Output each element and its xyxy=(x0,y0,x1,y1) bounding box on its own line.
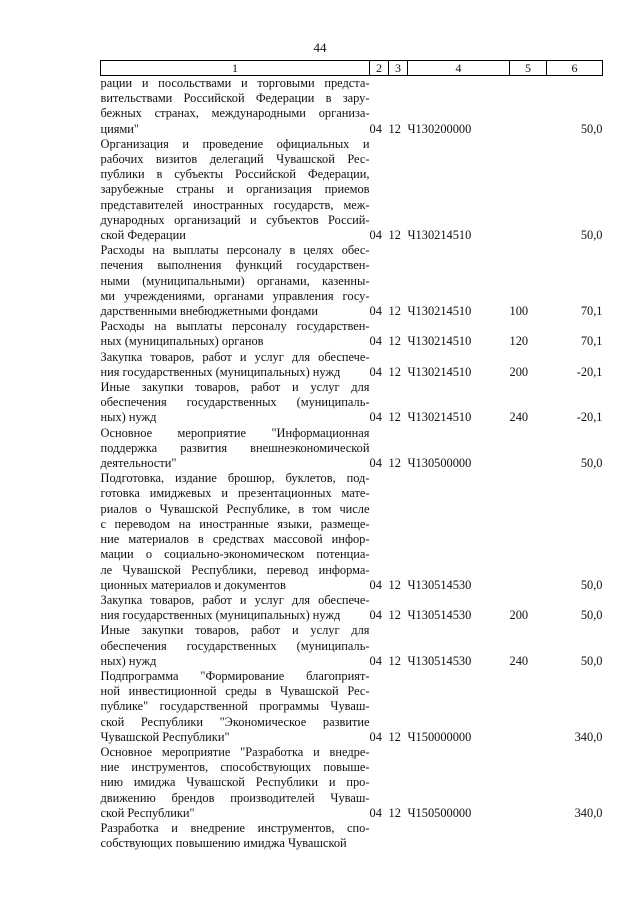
row-amount: 50,0 xyxy=(580,653,603,668)
row-amount xyxy=(547,821,603,851)
row-target-article-code: Ч150000000 xyxy=(407,729,472,744)
row-expense-type-code xyxy=(510,821,547,851)
table-row xyxy=(101,350,603,380)
description-line: риалов о Чувашской Республике, в том числе xyxy=(100,501,370,516)
row-description xyxy=(101,471,370,593)
description-line: поддержка развития внешнеэкономической xyxy=(100,440,370,455)
row-expense-type-code: 200 xyxy=(509,364,529,379)
row-target-article-code: Ч150500000 xyxy=(407,805,472,820)
description-line: печения выполнения функций государствен- xyxy=(100,258,370,273)
description-line: публике" государственной программы Чуваш- xyxy=(100,699,370,714)
description-line: ле Чувашской Республики, перевод информа- xyxy=(100,562,370,577)
row-section-code: 04 xyxy=(369,334,382,349)
row-section-code: 04 xyxy=(369,456,382,471)
budget-table xyxy=(100,60,603,851)
row-expense-type-code: 240 xyxy=(509,410,529,425)
row-subsection-code: 12 xyxy=(388,729,401,744)
description-line: Расходы на выплаты персоналу государствен- xyxy=(100,319,370,334)
row-description xyxy=(101,623,370,669)
description-line: Подготовка, издание брошюр, буклетов, под- xyxy=(100,471,370,486)
description-line: ной инвестиционной среды в Чувашской Рес- xyxy=(100,684,370,699)
description-line: движению брендов производителей Чуваш- xyxy=(100,790,370,805)
row-description xyxy=(101,319,370,349)
description-line: Организация и проведение официальных и xyxy=(100,136,370,151)
description-line: зарубежные страны и организация приемов xyxy=(100,182,370,197)
row-expense-type-code xyxy=(510,471,547,593)
row-target-article-code: Ч130214510 xyxy=(407,228,472,243)
row-expense-type-code xyxy=(510,745,547,821)
row-target-article-code xyxy=(408,821,510,851)
description-line: публики в субъекты Российской Федерации, xyxy=(100,167,370,182)
row-subsection-code: 12 xyxy=(388,364,401,379)
row-subsection-code: 12 xyxy=(388,577,401,592)
row-subsection-code: 12 xyxy=(388,805,401,820)
description-line: Разработка и внедрение инструментов, спо- xyxy=(100,820,370,835)
row-section-code: 04 xyxy=(369,729,382,744)
description-line: дарственными внебюджетными фондами xyxy=(100,304,319,319)
row-section-code: 04 xyxy=(369,364,382,379)
description-line: ния государственных (муниципальных) нужд xyxy=(100,364,341,379)
row-description xyxy=(101,350,370,380)
table-row xyxy=(101,76,603,137)
page-number: 44 xyxy=(313,40,327,55)
row-expense-type-code xyxy=(510,426,547,472)
description-line: циями" xyxy=(100,121,139,136)
description-line: собствующих повышению имиджа Чувашской xyxy=(100,836,347,851)
description-line: Основное мероприятие "Разработка и внедре- xyxy=(100,744,370,759)
row-section-code: 04 xyxy=(369,608,382,623)
description-line: с переводом на иностранные языки, размеще- xyxy=(100,516,370,531)
description-line: Расходы на выплаты персоналу в целях обес- xyxy=(100,243,370,258)
header-cell-1: 1 xyxy=(101,61,370,76)
description-line: ных) нужд xyxy=(100,410,157,425)
table-row xyxy=(101,243,603,319)
row-expense-type-code: 120 xyxy=(509,334,529,349)
table-row xyxy=(101,745,603,821)
row-target-article-code: Ч130214510 xyxy=(407,364,472,379)
table-header-row xyxy=(101,61,603,76)
description-line: Основное мероприятие "Информационная xyxy=(100,425,370,440)
row-amount: 50,0 xyxy=(580,577,603,592)
row-amount: 340,0 xyxy=(574,729,603,744)
row-section-code: 04 xyxy=(369,805,382,820)
description-line: готовка имиджевых и презентационных мате- xyxy=(100,486,370,501)
row-expense-type-code xyxy=(510,76,547,137)
row-subsection-code: 12 xyxy=(388,410,401,425)
row-expense-type-code xyxy=(510,669,547,745)
row-amount: 50,0 xyxy=(580,456,603,471)
table-row xyxy=(101,821,603,851)
row-subsection-code: 12 xyxy=(388,334,401,349)
row-section-code xyxy=(370,821,389,851)
description-line: нию имиджа Чувашской Республики и про- xyxy=(100,775,370,790)
description-line: рации и посольствами и торговыми предста- xyxy=(100,76,370,90)
row-section-code: 04 xyxy=(369,121,382,136)
row-amount: 340,0 xyxy=(574,805,603,820)
table-row xyxy=(101,380,603,426)
row-amount: 70,1 xyxy=(580,304,603,319)
row-target-article-code: Ч130200000 xyxy=(407,121,472,136)
row-amount: 50,0 xyxy=(580,121,603,136)
row-amount: 70,1 xyxy=(580,334,603,349)
description-line: деятельности" xyxy=(100,456,177,471)
row-expense-type-code xyxy=(510,137,547,243)
table-row xyxy=(101,593,603,623)
row-target-article-code: Ч130500000 xyxy=(407,456,472,471)
row-description xyxy=(101,426,370,472)
row-description xyxy=(101,76,370,137)
header-cell-5: 5 xyxy=(510,61,547,76)
row-description xyxy=(101,821,370,851)
row-subsection-code xyxy=(389,821,408,851)
table-row xyxy=(101,319,603,349)
row-target-article-code: Ч130514530 xyxy=(407,577,472,592)
row-section-code: 04 xyxy=(369,410,382,425)
description-line: обеспечения государственных (муниципаль- xyxy=(100,638,370,653)
description-line: бежных странах, международными организа- xyxy=(100,106,370,121)
description-line: мации о социально-экономическом потенциа- xyxy=(100,547,370,562)
row-amount: 50,0 xyxy=(580,228,603,243)
row-section-code: 04 xyxy=(369,577,382,592)
description-line: обеспечения государственных (муниципаль- xyxy=(100,395,370,410)
row-target-article-code: Ч130214510 xyxy=(407,410,472,425)
description-line: вительствами Российской Федерации в зару- xyxy=(100,91,370,106)
table-row xyxy=(101,471,603,593)
row-description xyxy=(101,380,370,426)
description-line: Закупка товаров, работ и услуг для обеспече- xyxy=(100,349,370,364)
description-line: ской Федерации xyxy=(100,228,186,243)
description-line: Иные закупки товаров, работ и услуг для xyxy=(100,623,370,638)
description-line: ционных материалов и документов xyxy=(100,577,286,592)
row-subsection-code: 12 xyxy=(388,608,401,623)
row-target-article-code: Ч130514530 xyxy=(407,653,472,668)
description-line: Закупка товаров, работ и услуг для обеспече- xyxy=(100,592,370,607)
row-subsection-code: 12 xyxy=(388,228,401,243)
header-cell-6: 6 xyxy=(547,61,603,76)
row-subsection-code: 12 xyxy=(388,653,401,668)
header-cell-3: 3 xyxy=(389,61,408,76)
row-amount: -20,1 xyxy=(576,410,603,425)
row-subsection-code: 12 xyxy=(388,456,401,471)
description-line: ской Республики "Экономическое развитие xyxy=(100,714,370,729)
row-amount: 50,0 xyxy=(580,608,603,623)
description-line: дународных организаций и субъектов Россий- xyxy=(100,212,370,227)
description-line: Чувашской Республики" xyxy=(100,729,230,744)
description-line: ными (муниципальными) органами, казенны- xyxy=(100,273,370,288)
table-row xyxy=(101,137,603,243)
row-amount: -20,1 xyxy=(576,364,603,379)
table-row xyxy=(101,623,603,669)
description-line: ных) нужд xyxy=(100,653,157,668)
description-line: Подпрограмма "Формирование благоприят- xyxy=(100,668,370,683)
row-expense-type-code: 200 xyxy=(509,608,529,623)
row-target-article-code: Ч130214510 xyxy=(407,304,472,319)
header-cell-4: 4 xyxy=(408,61,510,76)
row-description xyxy=(101,593,370,623)
row-description xyxy=(101,137,370,243)
row-section-code: 04 xyxy=(369,653,382,668)
table-row xyxy=(101,426,603,472)
description-line: ние материалов в средствах массовой инфор- xyxy=(100,532,370,547)
row-description xyxy=(101,669,370,745)
description-line: рабочих визитов делегаций Чувашской Рес- xyxy=(100,152,370,167)
row-section-code: 04 xyxy=(369,228,382,243)
row-subsection-code: 12 xyxy=(388,121,401,136)
description-line: ми учреждениями, органами управления госу- xyxy=(100,288,370,303)
row-expense-type-code: 100 xyxy=(509,304,529,319)
description-line: ных (муниципальных) органов xyxy=(100,334,264,349)
description-line: представителей иностранных государств, меж- xyxy=(100,197,370,212)
row-description xyxy=(101,745,370,821)
description-line: Иные закупки товаров, работ и услуг для xyxy=(100,380,370,395)
description-line: ской Республики" xyxy=(100,805,195,820)
row-target-article-code: Ч130214510 xyxy=(407,334,472,349)
row-section-code: 04 xyxy=(369,304,382,319)
description-line: ния государственных (муниципальных) нужд xyxy=(100,608,341,623)
row-target-article-code: Ч130514530 xyxy=(407,608,472,623)
row-subsection-code: 12 xyxy=(388,304,401,319)
row-expense-type-code: 240 xyxy=(509,653,529,668)
header-cell-2: 2 xyxy=(370,61,389,76)
row-description xyxy=(101,243,370,319)
table-row xyxy=(101,669,603,745)
description-line: ние инструментов, способствующих повыше- xyxy=(100,760,370,775)
